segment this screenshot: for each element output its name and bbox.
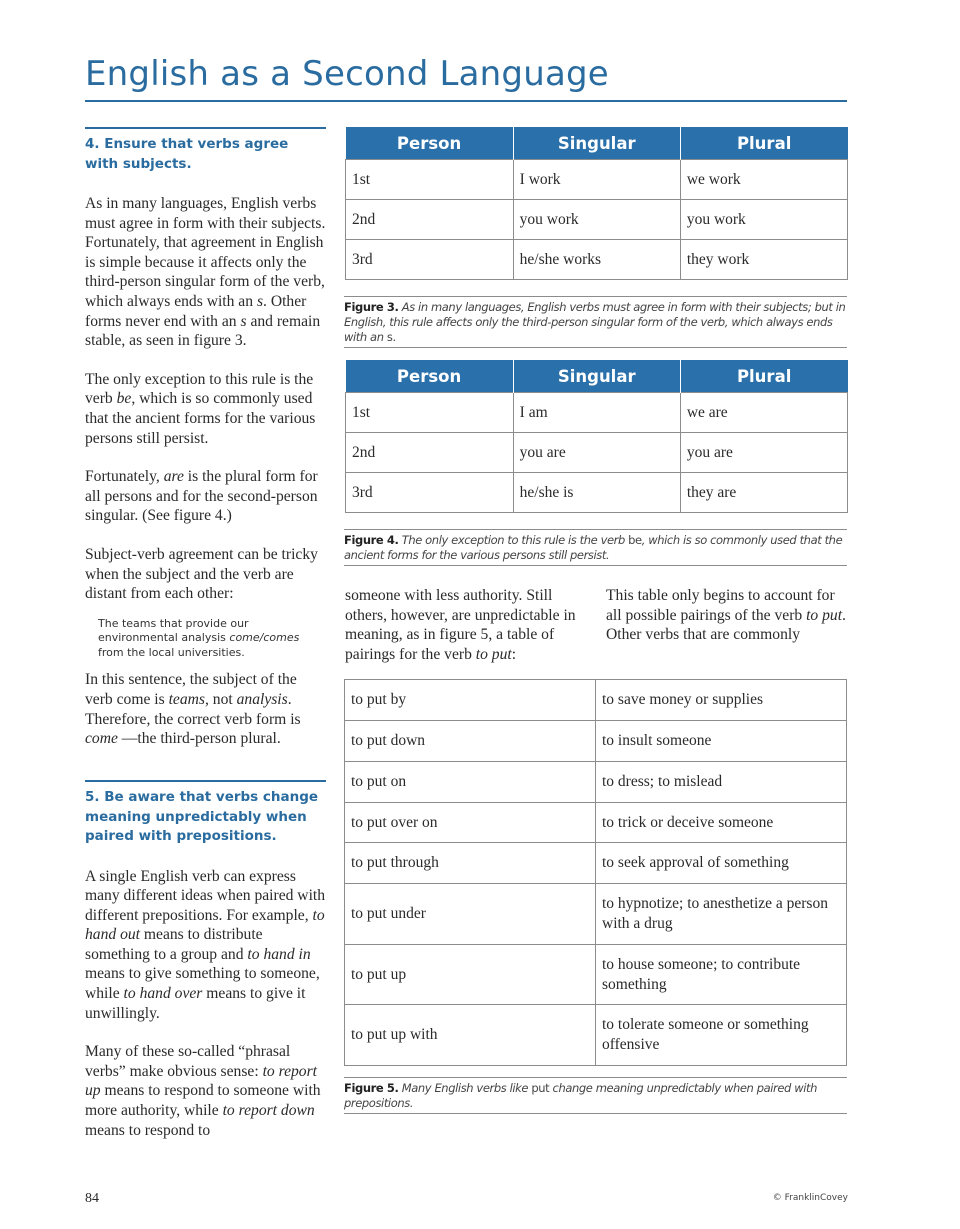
- section-rule: [85, 780, 326, 782]
- table-cell: 2nd: [346, 433, 514, 473]
- title-rule: [85, 100, 847, 102]
- example-sentence: The teams that provide our environmental analysis come/comes from the local universities.: [98, 616, 300, 659]
- column-text-2: This table only begins to account for all possible pairings of the verb to put. Other verbs that are commonly: [606, 587, 846, 644]
- figure-3-caption: Figure 3. As in many languages, English verbs must agree in form with their subjects; but in English, this rule affects only the third-person singular form of the verb, which always ends with an s.: [344, 296, 847, 348]
- section-5-paragraph-1: A single English verb can express many different ideas when paired with different prepositions. For example, to hand out means to distribute something to a group and to hand in means to give something to someone, while to hand over means to give it unwillingly.: [85, 867, 326, 1022]
- phrasal-verb-cell: to put under: [345, 884, 596, 945]
- phrasal-verb-cell: to put by: [345, 680, 596, 721]
- section-4-paragraph-4: Subject-verb agreement can be tricky when the subject and the verb are distant from each other:: [85, 545, 318, 603]
- phrasal-verb-cell: to put up with: [345, 1005, 596, 1066]
- section-rule: [85, 127, 326, 129]
- phrasal-verb-cell: to put down: [345, 721, 596, 762]
- table-cell: you work: [680, 200, 847, 240]
- table-row: [345, 762, 847, 803]
- table-cell: you are: [680, 433, 847, 473]
- table-cell: he/she works: [513, 240, 680, 280]
- section-5-paragraph-2: Many of these so-called “phrasal verbs” make obvious sense: to report up means to respond to someone with more authority, while to report down means to respond to: [85, 1043, 321, 1139]
- column-header-plural: Plural: [680, 127, 847, 160]
- section-5-heading: 5. Be aware that verbs change meaning unpredictably when paired with prepositions.: [85, 789, 319, 844]
- table-row: [345, 680, 847, 721]
- table-row: [345, 1005, 847, 1066]
- table-cell: 3rd: [346, 473, 514, 513]
- column-header-plural: Plural: [680, 360, 847, 393]
- table-header-row: [346, 360, 848, 393]
- meaning-cell: to hypnotize; to anesthetize a person with a drug: [596, 884, 847, 945]
- meaning-cell: to seek approval of something: [596, 843, 847, 884]
- page-title: English as a Second Language: [85, 54, 609, 94]
- column-header-singular: Singular: [513, 360, 680, 393]
- table-cell: I am: [513, 393, 680, 433]
- page-number: 84: [85, 1191, 99, 1206]
- column-header-singular: Singular: [513, 127, 680, 160]
- table-cell: you work: [513, 200, 680, 240]
- figure-4-caption: Figure 4. The only exception to this rule is the verb be, which is so commonly used that the ancient forms for the various persons still persist.: [344, 529, 847, 566]
- table-row: [345, 721, 847, 762]
- meaning-cell: to trick or deceive someone: [596, 803, 847, 843]
- table-cell: you are: [513, 433, 680, 473]
- table-cell: they work: [680, 240, 847, 280]
- section-4-heading: 4. Ensure that verbs agree with subjects.: [85, 136, 289, 172]
- table-header-row: [346, 127, 848, 160]
- section-4-paragraph-3: Fortunately, are is the plural form for all persons and for the second-person singular. (See figure 4.): [85, 468, 318, 525]
- section-4-paragraph-2: The only exception to this rule is the verb be, which is so commonly used that the ancient forms for the various persons still persist.: [85, 370, 316, 447]
- phrasal-verb-cell: to put through: [345, 843, 596, 884]
- table-row: [345, 803, 847, 843]
- section-5: [85, 780, 326, 1140]
- table-row: [346, 200, 848, 240]
- table-cell: 1st: [346, 160, 514, 200]
- copyright-notice: © FranklinCovey: [772, 1193, 848, 1203]
- table-row: [346, 473, 848, 513]
- table-cell: 1st: [346, 393, 514, 433]
- table-cell: we are: [680, 393, 847, 433]
- meaning-cell: to house someone; to contribute something: [596, 945, 847, 1005]
- table-row: [346, 240, 848, 280]
- table-cell: he/she is: [513, 473, 680, 513]
- figure-5-caption: Figure 5. Many English verbs like put change meaning unpredictably when paired with prepositions.: [344, 1077, 847, 1114]
- table-cell: we work: [680, 160, 847, 200]
- meaning-cell: to save money or supplies: [596, 680, 847, 721]
- table-row: [346, 433, 848, 473]
- section-4-paragraph-5: In this sentence, the subject of the verb come is teams, not analysis. Therefore, the correct verb form is come —the third-person plural.: [85, 671, 301, 748]
- column-text-1: someone with less authority. Still others, however, are unpredictable in meaning, as in figure 5, a table of pairings for the verb to put:: [345, 587, 576, 663]
- table-row: [345, 945, 847, 1005]
- meaning-cell: to tolerate someone or something offensive: [596, 1005, 847, 1066]
- phrasal-verb-table: [344, 679, 847, 1066]
- table-row: [345, 843, 847, 884]
- table-row: [346, 160, 848, 200]
- table-cell: I work: [513, 160, 680, 200]
- conjugation-table-be: [345, 360, 848, 513]
- column-header-person: Person: [346, 127, 514, 160]
- table-cell: 2nd: [346, 200, 514, 240]
- table-row: [345, 884, 847, 945]
- table-row: [346, 393, 848, 433]
- table-cell: 3rd: [346, 240, 514, 280]
- meaning-cell: to insult someone: [596, 721, 847, 762]
- table-cell: they are: [680, 473, 847, 513]
- phrasal-verb-cell: to put up: [345, 945, 596, 1005]
- meaning-cell: to dress; to mislead: [596, 762, 847, 803]
- phrasal-verb-cell: to put on: [345, 762, 596, 803]
- section-4-paragraph-1: As in many languages, English verbs must agree in form with their subjects. Fortunately, that agreement in English is simple because it affects only the third-person singular form of the verb, which always ends with an s. Other forms never end with an s and remain stable, as seen in figure 3.: [85, 195, 326, 350]
- section-4: [85, 127, 326, 749]
- column-header-person: Person: [346, 360, 514, 393]
- conjugation-table-work: [345, 127, 848, 280]
- phrasal-verb-cell: to put over on: [345, 803, 596, 843]
